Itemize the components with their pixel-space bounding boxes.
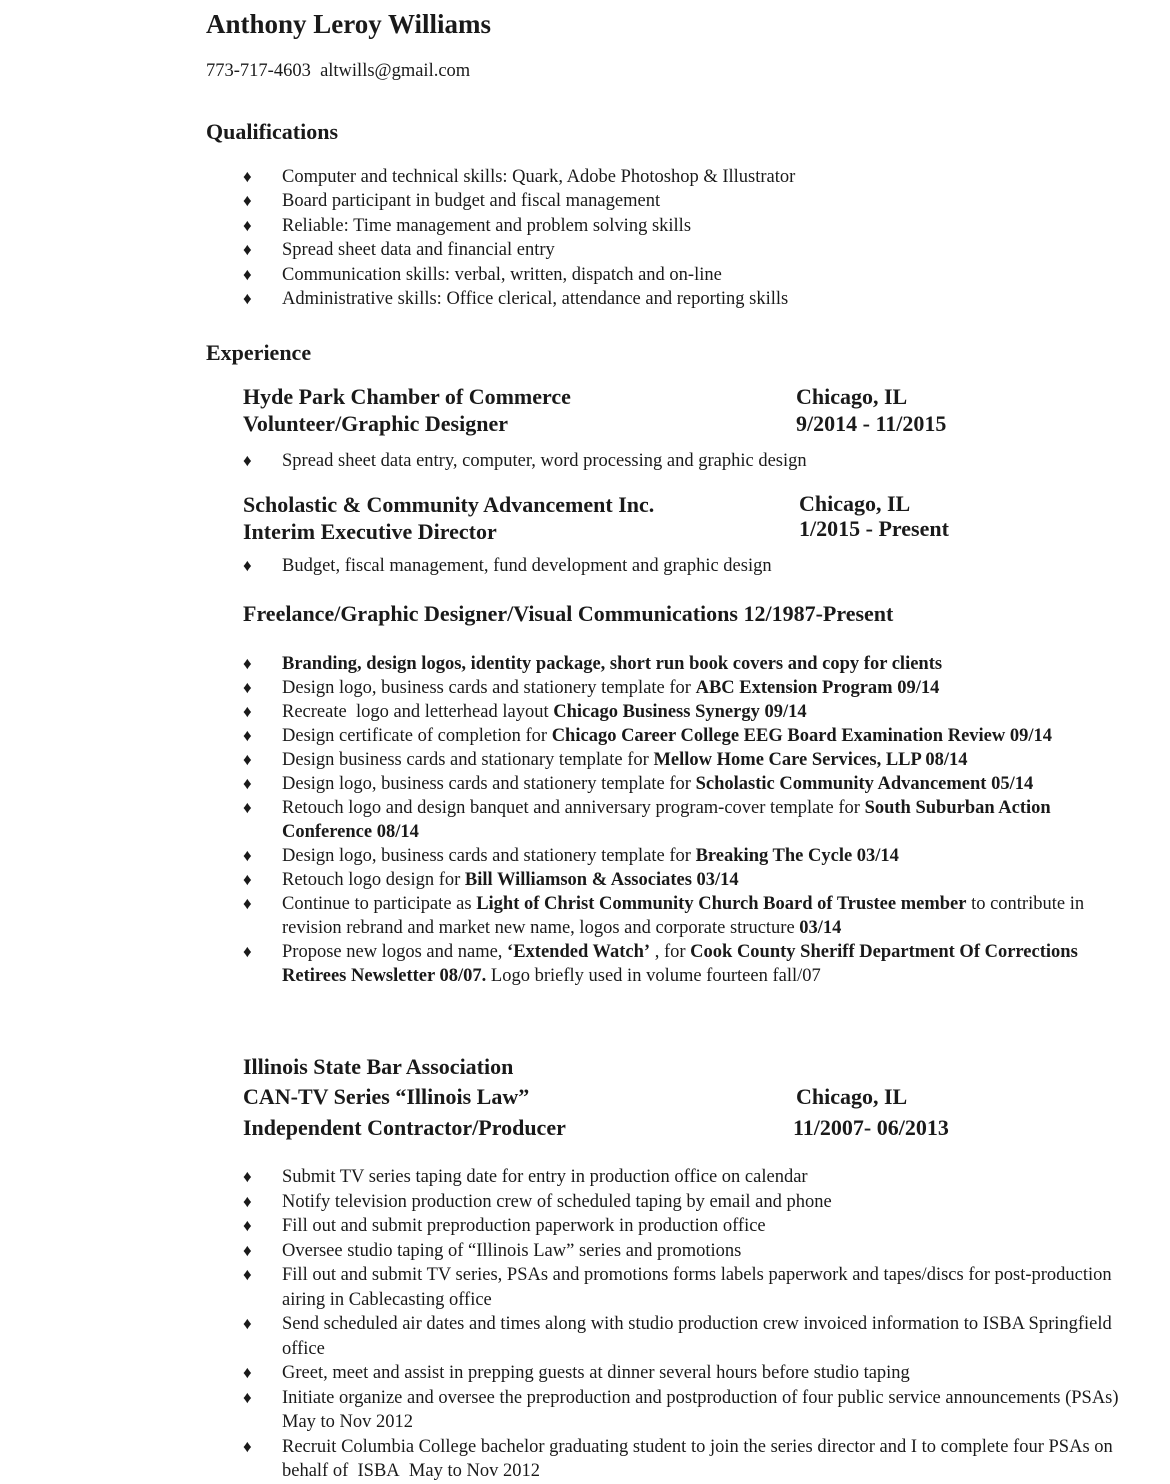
diamond-bullet-icon: ♦ bbox=[243, 1363, 252, 1382]
diamond-bullet-icon: ♦ bbox=[243, 288, 252, 308]
diamond-bullet-icon: ♦ bbox=[243, 654, 252, 673]
qualifications-heading: Qualifications bbox=[206, 119, 339, 144]
diamond-bullet-icon: ♦ bbox=[243, 1240, 252, 1260]
job-location: Chicago, IL bbox=[799, 491, 911, 516]
list-item-text: Notify television production crew of scheduled taping by email and phone bbox=[282, 1191, 832, 1212]
list-item bbox=[243, 868, 1123, 892]
list-item bbox=[243, 165, 1123, 189]
job-dates: 1/2015 - Present bbox=[799, 516, 949, 541]
diamond-bullet-icon: ♦ bbox=[243, 1191, 252, 1211]
list-item bbox=[243, 1190, 1123, 1215]
diamond-bullet-icon: ♦ bbox=[243, 846, 252, 865]
list-item bbox=[243, 1214, 1123, 1239]
list-item-text: Propose new logos and name, ‘Extended Watch’ , for Cook County Sheriff Department Of Corrections Retirees Newsletter 08/07. Logo briefly used in volume fourteen fall/07 bbox=[282, 942, 1078, 986]
job-org: Hyde Park Chamber of Commerce bbox=[243, 384, 571, 409]
list-item bbox=[243, 1263, 1123, 1312]
list-item bbox=[243, 844, 1123, 868]
job-location: Chicago, IL bbox=[796, 384, 908, 409]
list-item bbox=[243, 189, 1123, 213]
list-item-text: Reliable: Time management and problem solving skills bbox=[282, 215, 692, 236]
diamond-bullet-icon: ♦ bbox=[243, 1436, 252, 1456]
list-item bbox=[243, 796, 1123, 844]
list-item-text: Branding, design logos, identity package, short run book covers and copy for clients bbox=[282, 654, 943, 674]
list-item bbox=[243, 238, 1123, 262]
list-item-text: Design logo, business cards and stationery template for Scholastic Community Advancement 05/14 bbox=[282, 774, 1034, 794]
list-item-text: Retouch logo design for Bill Williamson & Associates 03/14 bbox=[282, 870, 739, 890]
list-item bbox=[243, 1312, 1123, 1361]
list-item-text: Submit TV series taping date for entry in production office on calendar bbox=[282, 1167, 808, 1187]
list-item-text: Fill out and submit TV series, PSAs and promotions forms labels paperwork and tapes/discs for post-production airing in Cablecasting office bbox=[282, 1265, 1112, 1310]
list-item-text: Communication skills: verbal, written, dispatch and on-line bbox=[282, 264, 722, 285]
list-item bbox=[243, 1386, 1123, 1435]
list-item-text: Fill out and submit preproduction paperwork in production office bbox=[282, 1216, 766, 1236]
qualifications-list bbox=[243, 165, 1123, 311]
diamond-bullet-icon: ♦ bbox=[243, 774, 252, 793]
list-item-text: Spread sheet data entry, computer, word processing and graphic design bbox=[282, 451, 807, 471]
freelance-heading: Freelance/Graphic Designer/Visual Communications 12/1987-Present bbox=[243, 601, 894, 626]
list-item bbox=[243, 700, 1123, 724]
diamond-bullet-icon: ♦ bbox=[243, 215, 252, 235]
job-title: Interim Executive Director bbox=[243, 519, 497, 544]
list-item-text: Spread sheet data and financial entry bbox=[282, 240, 555, 261]
list-item-text: Administrative skills: Office clerical, attendance and reporting skills bbox=[282, 288, 789, 309]
diamond-bullet-icon: ♦ bbox=[243, 678, 252, 697]
list-item-text: Initiate organize and oversee the preproduction and postproduction of four public service announcements (PSAs) May to Nov 2012 bbox=[282, 1387, 1119, 1432]
diamond-bullet-icon: ♦ bbox=[243, 167, 252, 186]
list-item bbox=[243, 287, 1123, 311]
job-dates: 11/2007- 06/2013 bbox=[793, 1115, 949, 1140]
job-title: Independent Contractor/Producer bbox=[243, 1115, 566, 1140]
freelance-duties bbox=[243, 652, 1123, 988]
diamond-bullet-icon: ♦ bbox=[243, 702, 252, 721]
scholastic-duties bbox=[243, 554, 1123, 578]
diamond-bullet-icon: ♦ bbox=[243, 191, 252, 211]
job-title: Volunteer/Graphic Designer bbox=[243, 411, 508, 436]
list-item bbox=[243, 748, 1123, 772]
job-org: Scholastic & Community Advancement Inc. bbox=[243, 492, 655, 517]
list-item-text: Design logo, business cards and stationery template for ABC Extension Program 09/14 bbox=[282, 678, 940, 698]
list-item bbox=[243, 772, 1123, 796]
list-item bbox=[243, 449, 1123, 473]
job-series: CAN-TV Series “Illinois Law” bbox=[243, 1084, 530, 1109]
list-item bbox=[243, 1361, 1123, 1386]
list-item-text: Recruit Columbia College bachelor graduating student to join the series director and I to complete four PSAs on behalf of ISBA May to Nov 2012 bbox=[282, 1436, 1113, 1481]
diamond-bullet-icon: ♦ bbox=[243, 1314, 252, 1333]
list-item-text: Recreate logo and letterhead layout Chicago Business Synergy 09/14 bbox=[282, 702, 807, 722]
list-item bbox=[243, 892, 1123, 940]
diamond-bullet-icon: ♦ bbox=[243, 451, 252, 470]
list-item-text: Oversee studio taping of “Illinois Law” series and promotions bbox=[282, 1240, 742, 1261]
list-item bbox=[243, 652, 1123, 676]
list-item bbox=[243, 1165, 1123, 1190]
job-location: Chicago, IL bbox=[796, 1084, 908, 1109]
list-item bbox=[243, 554, 1123, 578]
diamond-bullet-icon: ♦ bbox=[243, 556, 252, 575]
list-item-text: Design certificate of completion for Chicago Career College EEG Board Examination Review 09/14 bbox=[282, 726, 1053, 746]
diamond-bullet-icon: ♦ bbox=[243, 870, 252, 889]
experience-heading: Experience bbox=[206, 340, 312, 365]
list-item bbox=[243, 263, 1123, 287]
list-item-text: Retouch logo and design banquet and anniversary program-cover template for South Suburban Action Conference 08/14 bbox=[282, 798, 1051, 842]
diamond-bullet-icon: ♦ bbox=[243, 264, 252, 284]
list-item-text: Send scheduled air dates and times along with studio production crew invoiced information to ISBA Springfield office bbox=[282, 1314, 1112, 1359]
list-item-text: Budget, fiscal management, fund development and graphic design bbox=[282, 556, 772, 576]
diamond-bullet-icon: ♦ bbox=[243, 1167, 252, 1186]
list-item-text: Design logo, business cards and stationery template for Breaking The Cycle 03/14 bbox=[282, 846, 899, 866]
diamond-bullet-icon: ♦ bbox=[243, 798, 252, 817]
diamond-bullet-icon: ♦ bbox=[243, 750, 252, 769]
list-item bbox=[243, 940, 1123, 988]
list-item-text: Board participant in budget and fiscal management bbox=[282, 191, 661, 212]
diamond-bullet-icon: ♦ bbox=[243, 726, 252, 745]
list-item bbox=[243, 676, 1123, 700]
list-item bbox=[243, 1435, 1123, 1484]
diamond-bullet-icon: ♦ bbox=[243, 1265, 252, 1284]
list-item-text: Greet, meet and assist in prepping guests at dinner several hours before studio taping bbox=[282, 1363, 910, 1383]
list-item bbox=[243, 1239, 1123, 1264]
diamond-bullet-icon: ♦ bbox=[243, 894, 252, 913]
job-dates: 9/2014 - 11/2015 bbox=[796, 411, 947, 436]
job-org: Illinois State Bar Association bbox=[243, 1054, 514, 1079]
contact-info: 773-717-4603 altwills@gmail.com bbox=[206, 61, 471, 81]
list-item bbox=[243, 214, 1123, 238]
resume-name: Anthony Leroy Williams bbox=[206, 9, 492, 39]
list-item-text: Computer and technical skills: Quark, Adobe Photoshop & Illustrator bbox=[282, 167, 796, 187]
diamond-bullet-icon: ♦ bbox=[243, 240, 252, 260]
list-item bbox=[243, 724, 1123, 748]
diamond-bullet-icon: ♦ bbox=[243, 1387, 252, 1407]
isba-duties bbox=[243, 1165, 1123, 1484]
list-item-text: Continue to participate as Light of Christ Community Church Board of Trustee member to contribute in revision rebrand and market new name, logos and corporate structure 03/14 bbox=[282, 894, 1085, 938]
diamond-bullet-icon: ♦ bbox=[243, 942, 252, 961]
hyde-park-duties bbox=[243, 449, 1123, 473]
list-item-text: Design business cards and stationary template for Mellow Home Care Services, LLP 08/14 bbox=[282, 750, 968, 770]
diamond-bullet-icon: ♦ bbox=[243, 1216, 252, 1235]
